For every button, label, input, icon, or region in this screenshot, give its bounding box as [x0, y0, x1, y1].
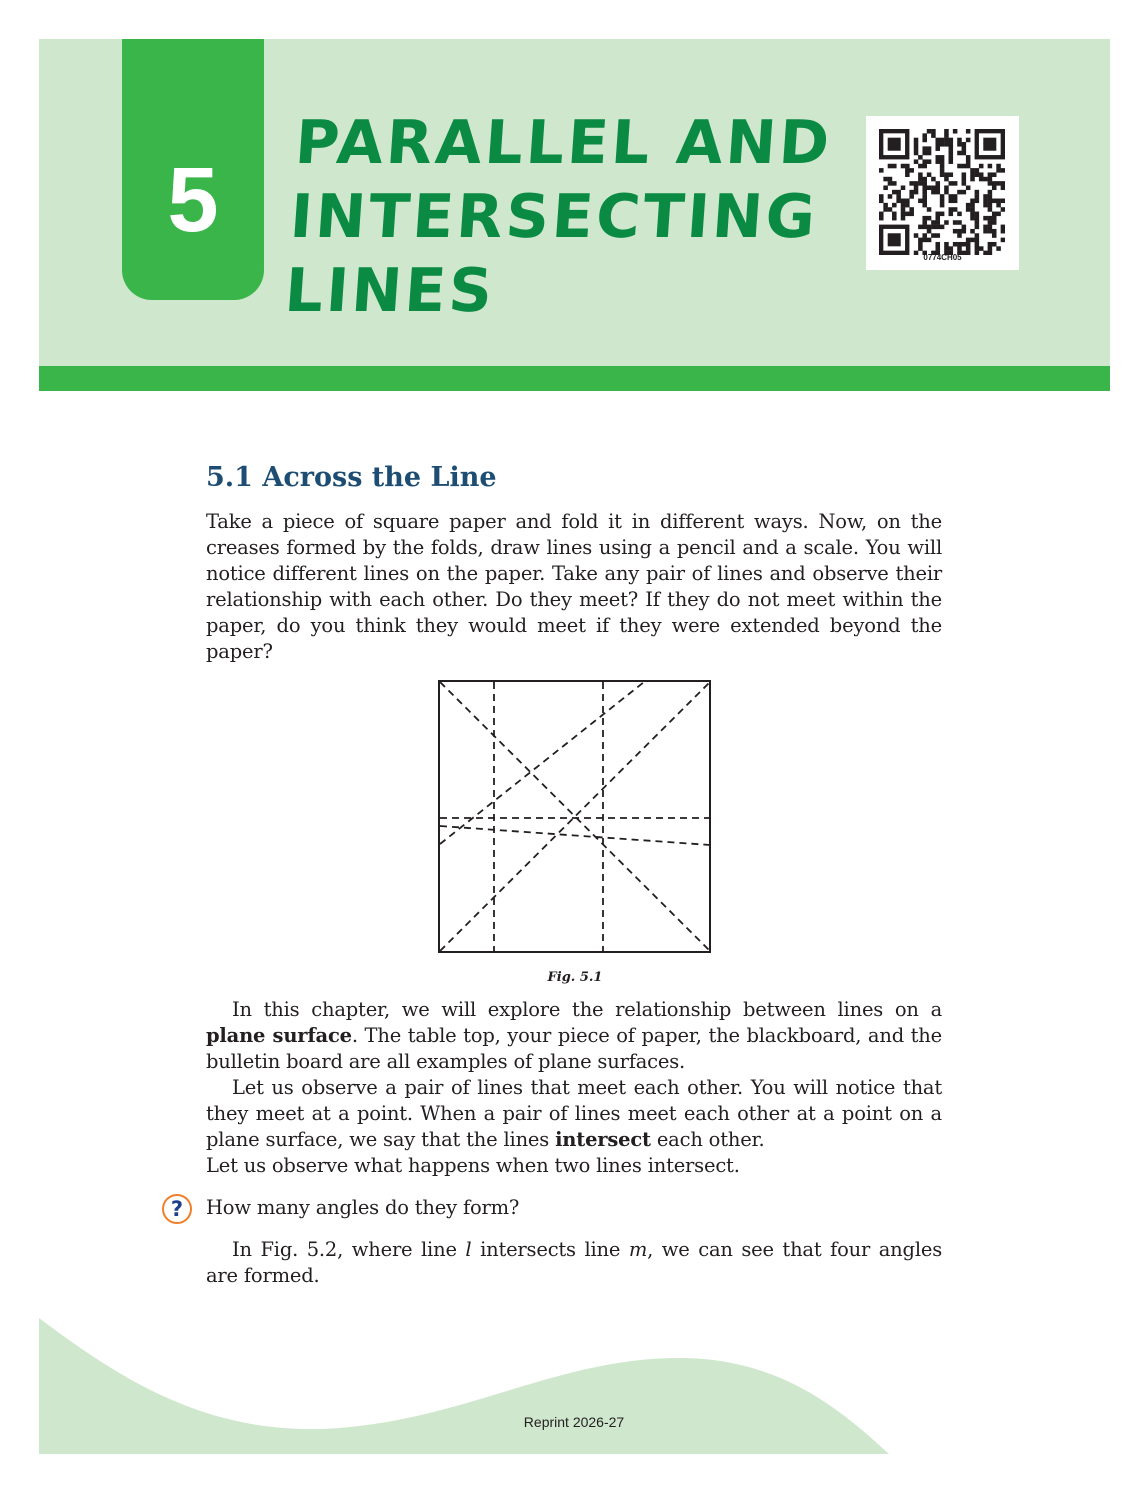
chapter-title-line-1: PARALLEL AND: [292, 108, 835, 178]
footer-wave: [39, 1318, 889, 1454]
paragraph-intersect: Let us observe a pair of lines that meet each other. You will notice that they meet at a point. When a pair of lines meet each other at a point on a plane surface, we say that the lines intersect each other.: [206, 1076, 942, 1151]
crease-diagonal-upper: [440, 682, 644, 844]
chapter-title: [282, 106, 835, 328]
chapter-title-line-3: LINES: [282, 256, 498, 326]
crease-slanted-horizontal: [440, 826, 710, 845]
paragraph-observe: Let us observe what happens when two lines intersect.: [206, 1154, 740, 1177]
intro-paragraph: Take a piece of square paper and fold it in different ways. Now, on the creases formed by the folds, draw lines using a pencil and a scale. You will notice different lines on the paper. Take any pair of lines and observe their relationship with each other. Do they meet? If they do not meet within the paper, do you think they would meet if they were extended beyond the paper?: [206, 510, 942, 663]
reprint-footer: Reprint 2026-27: [523, 1414, 625, 1430]
chapter-number: 5: [167, 149, 219, 251]
paragraph-fig-5-2: In Fig. 5.2, where line l intersects line m, we can see that four angles are formed.: [206, 1238, 943, 1287]
crease-diagonal-ascending: [440, 682, 710, 951]
question-mark-icon: ?: [162, 1194, 192, 1224]
crease-diagonal-descending: [440, 682, 710, 951]
section-heading: 5.1 Across the Line: [206, 462, 497, 493]
figure-folded-paper: [437, 679, 713, 955]
paragraph-plane-surface: In this chapter, we will explore the relationship between lines on a plane surface. The table top, your piece of paper, the blackboard, and the bulletin board are all examples of plane surfaces.: [206, 998, 942, 1073]
term-intersect: intersect: [555, 1128, 651, 1151]
qr-code-icon: [879, 129, 1005, 255]
chapter-title-line-2: INTERSECTING: [287, 182, 821, 252]
qr-code-box[interactable]: [866, 116, 1019, 270]
figure-caption: Fig. 5.1: [547, 970, 603, 985]
term-plane-surface: plane surface: [206, 1024, 352, 1047]
question-text: How many angles do they form?: [206, 1196, 520, 1219]
banner-stripe: [39, 366, 1110, 391]
qr-code-label: 0774CH05: [923, 253, 962, 262]
